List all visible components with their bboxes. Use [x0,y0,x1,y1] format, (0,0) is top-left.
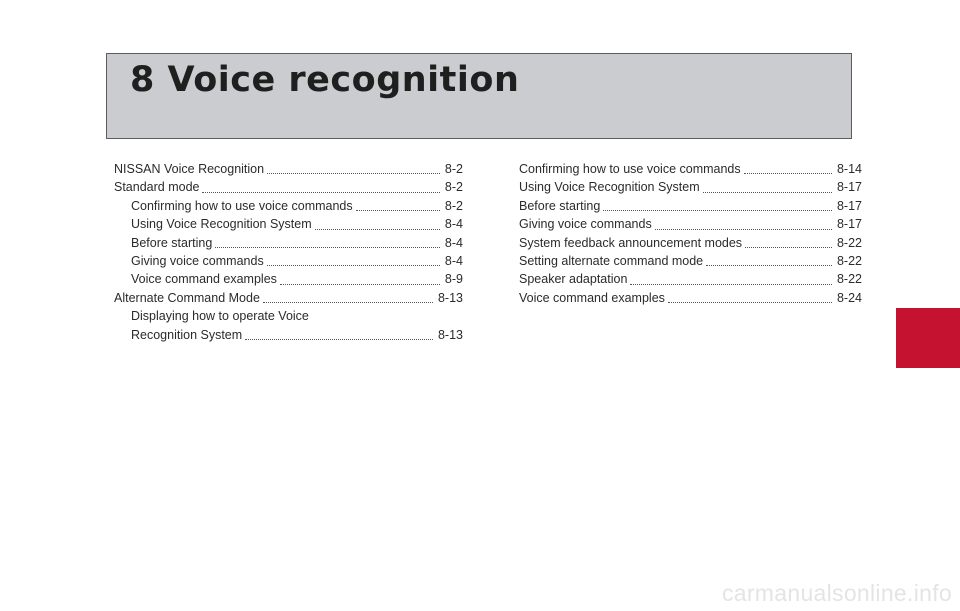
toc-entry-page: 8-2 [444,180,463,195]
toc-entry-text: Speaker adaptation [519,272,628,287]
toc-entry[interactable] [114,289,463,307]
toc-entry-text: Alternate Command Mode [114,290,260,305]
toc-entry-text: Setting alternate command mode [519,254,704,269]
toc-entry-text: Voice command examples [519,290,665,305]
toc-entry-text: Standard mode [114,180,200,195]
toc-entry[interactable] [114,178,463,196]
toc-entry-page: 8-17 [836,180,862,195]
toc-entry[interactable] [519,289,862,307]
toc-entry-page: 8-13 [437,290,463,305]
toc-entry-text-line1[interactable]: Displaying how to operate Voice [131,309,309,324]
dot-leader [603,209,832,211]
toc-entry-page: 8-13 [437,327,463,342]
toc-entry[interactable] [519,197,862,215]
toc-entry-text: Giving voice commands [519,217,652,232]
dot-leader [280,283,440,285]
dot-leader [703,191,832,193]
toc-entry-page: 8-22 [836,235,862,250]
toc-entry[interactable] [114,326,463,344]
toc-entry-text: NISSAN Voice Recognition [114,162,265,176]
toc-entry-page: 8-4 [444,217,463,232]
toc-entry-page: 8-17 [836,217,862,232]
toc-entry[interactable] [114,160,463,178]
toc-entry-text: Before starting [131,235,213,250]
dot-leader [706,264,832,266]
toc-entry[interactable] [519,270,862,288]
toc-entry-page: 8-24 [836,290,862,305]
toc-entry-page: 8-14 [836,162,862,176]
dot-leader [356,209,440,211]
toc-entry-text: Recognition System [131,327,243,342]
toc-entry-page: 8-2 [444,162,463,176]
chapter-title: 8 Voice recognition [130,60,520,100]
dot-leader [215,246,440,248]
dot-leader [245,338,433,340]
dot-leader [202,191,439,193]
toc-entry[interactable] [114,197,463,215]
toc-entry-page: 8-2 [444,198,463,213]
dot-leader [263,301,433,303]
toc-entry-page: 8-22 [836,272,862,287]
toc-entry[interactable] [519,234,862,252]
dot-leader [630,283,832,285]
toc-entry-page: 8-9 [444,272,463,287]
toc-entry[interactable] [519,160,862,178]
toc-left-column [114,160,463,344]
toc-entry[interactable] [114,252,463,270]
toc-entry-text: Confirming how to use voice commands [131,198,353,213]
toc-entry[interactable] [519,215,862,233]
toc-entry-page: 8-17 [836,198,862,213]
toc-entry-text: Giving voice commands [131,254,264,269]
chapter-banner [106,53,852,139]
toc-entry[interactable] [114,234,463,252]
dot-leader [267,264,440,266]
toc-right-column [519,160,862,307]
toc-entry-text: Before starting [519,198,601,213]
chapter-side-tab [896,308,960,368]
toc-entry-text: Using Voice Recognition System [519,180,700,195]
toc-entry[interactable] [519,178,862,196]
dot-leader [267,172,440,174]
dot-leader [745,246,832,248]
toc-entry[interactable] [114,215,463,233]
dot-leader [655,228,832,230]
toc-entry-page: 8-22 [836,254,862,269]
toc-entry-text: System feedback announcement modes [519,235,743,250]
dot-leader [744,172,832,174]
toc-entry-page: 8-4 [444,254,463,269]
toc-entry[interactable] [519,252,862,270]
dot-leader [668,301,832,303]
dot-leader [315,228,440,230]
toc-entry-text: Confirming how to use voice commands [519,162,741,176]
toc-entry-text: Using Voice Recognition System [131,217,312,232]
toc-entry[interactable] [114,270,463,288]
toc-entry-page: 8-4 [444,235,463,250]
toc-entry-text: Voice command examples [131,272,277,287]
watermark-text: carmanualsonline.info [721,580,952,606]
